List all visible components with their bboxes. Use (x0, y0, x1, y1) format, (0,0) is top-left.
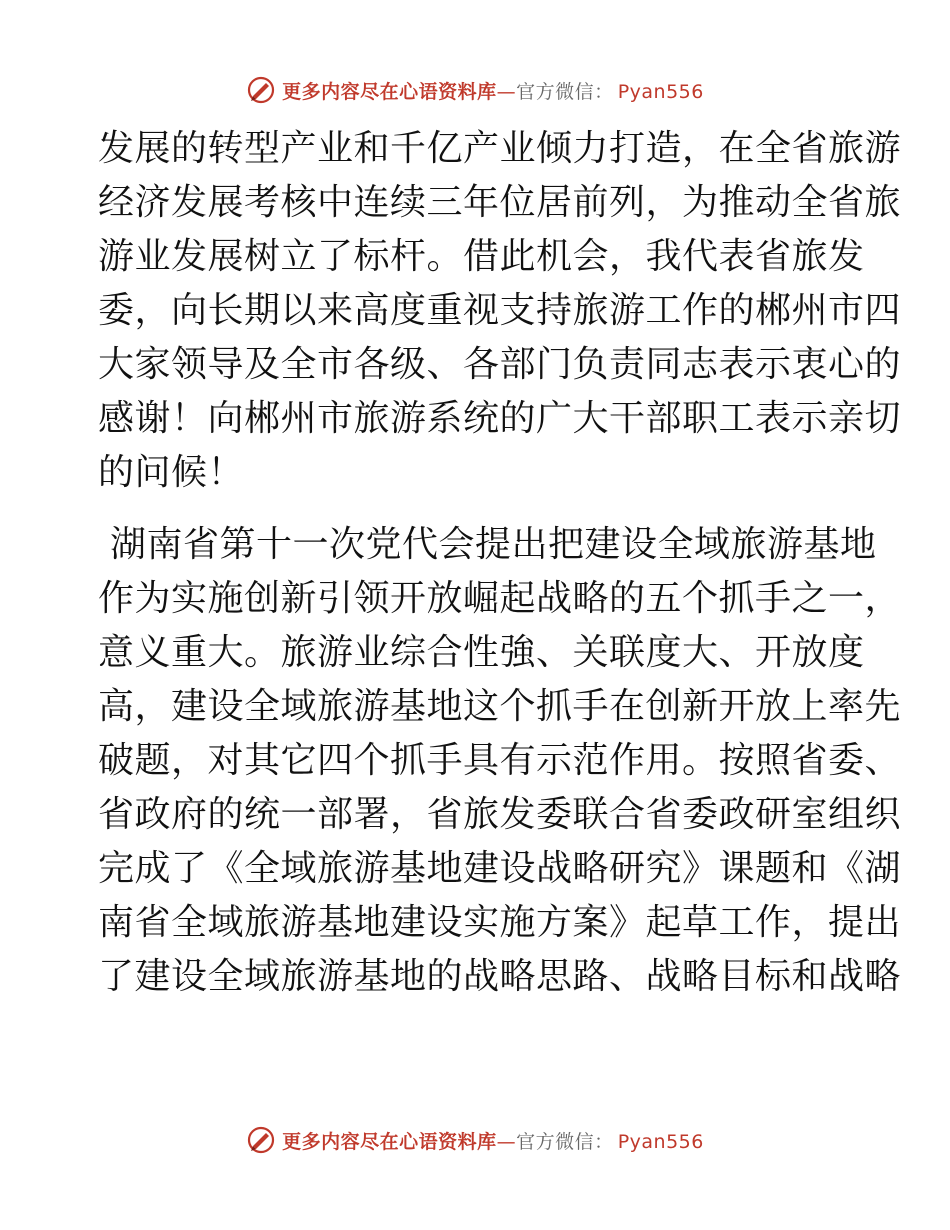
text-line: 完成了《全域旅游基地建设战略研究》课题和《湖 (98, 848, 902, 889)
pen-logo-icon (246, 75, 276, 105)
watermark-wechat-id: Pyan556 (617, 80, 704, 103)
text-line (98, 626, 865, 680)
watermark-text (282, 77, 704, 104)
text-line (98, 518, 877, 572)
text-run: 意义重大。旅游业综合性 (98, 632, 500, 673)
watermark-slogan: 更多内容尽在心语资料库 (282, 80, 497, 103)
text-line: 高，建设全域旅游基地这个抓手在创新开放上率先 (98, 686, 902, 727)
watermark-text (282, 1127, 704, 1154)
text-line: 大家领导及全市各级、各部门负责同志表示衷心的 (98, 344, 902, 385)
text-line: 感谢！向郴州市旅游系统的广大干部职工表示亲切 (98, 398, 902, 439)
watermark-slogan: 更多内容尽在心语资料库 (282, 1130, 497, 1153)
header-watermark-banner (0, 70, 950, 110)
document-body (98, 122, 902, 1004)
text-line: 南省全域旅游基地建设实施方案》起草工作，提出 (98, 902, 902, 943)
watermark-dash: — (496, 1130, 517, 1153)
paragraph-1 (98, 122, 902, 500)
watermark-dash: — (496, 80, 517, 103)
text-line: 发展的转型产业和千亿产业倾力打造，在全省旅游 (98, 128, 902, 169)
text-run-strong: 強 (499, 632, 537, 673)
pen-logo-icon (246, 1125, 276, 1155)
watermark-wechat-label: 官方微信： (516, 1130, 614, 1153)
text-run: 、关联度大、开放度 (536, 632, 865, 673)
text-line: 游业发展树立了标杆。借此机会，我代表省旅发 (98, 236, 865, 277)
text-line: 委，向长期以来高度重视支持旅游工作的郴州市四 (98, 290, 902, 331)
text-line: 破题，对其它四个抓手具有示范作用。按照省委、 (98, 740, 902, 781)
watermark-wechat-id: Pyan556 (617, 1130, 704, 1153)
paragraph-spacer (98, 500, 858, 518)
text-line: 的问候！ (98, 452, 245, 493)
paragraph-2 (98, 518, 902, 1004)
watermark-wechat-label: 官方微信： (516, 80, 614, 103)
footer-watermark-banner (0, 1120, 950, 1160)
text-line: 经济发展考核中连续三年位居前列，为推动全省旅 (98, 182, 902, 223)
text-line: 省政府的统一部署，省旅发委联合省委政研室组织 (98, 794, 902, 835)
text-line: 了建设全域旅游基地的战略思路、战略目标和战略 (98, 956, 902, 997)
text-run: 湖南省第十一次党代会提出把建设全域旅游基地 (98, 524, 877, 565)
text-line: 作为实施创新引领开放崛起战略的五个抓手之一， (98, 578, 902, 619)
